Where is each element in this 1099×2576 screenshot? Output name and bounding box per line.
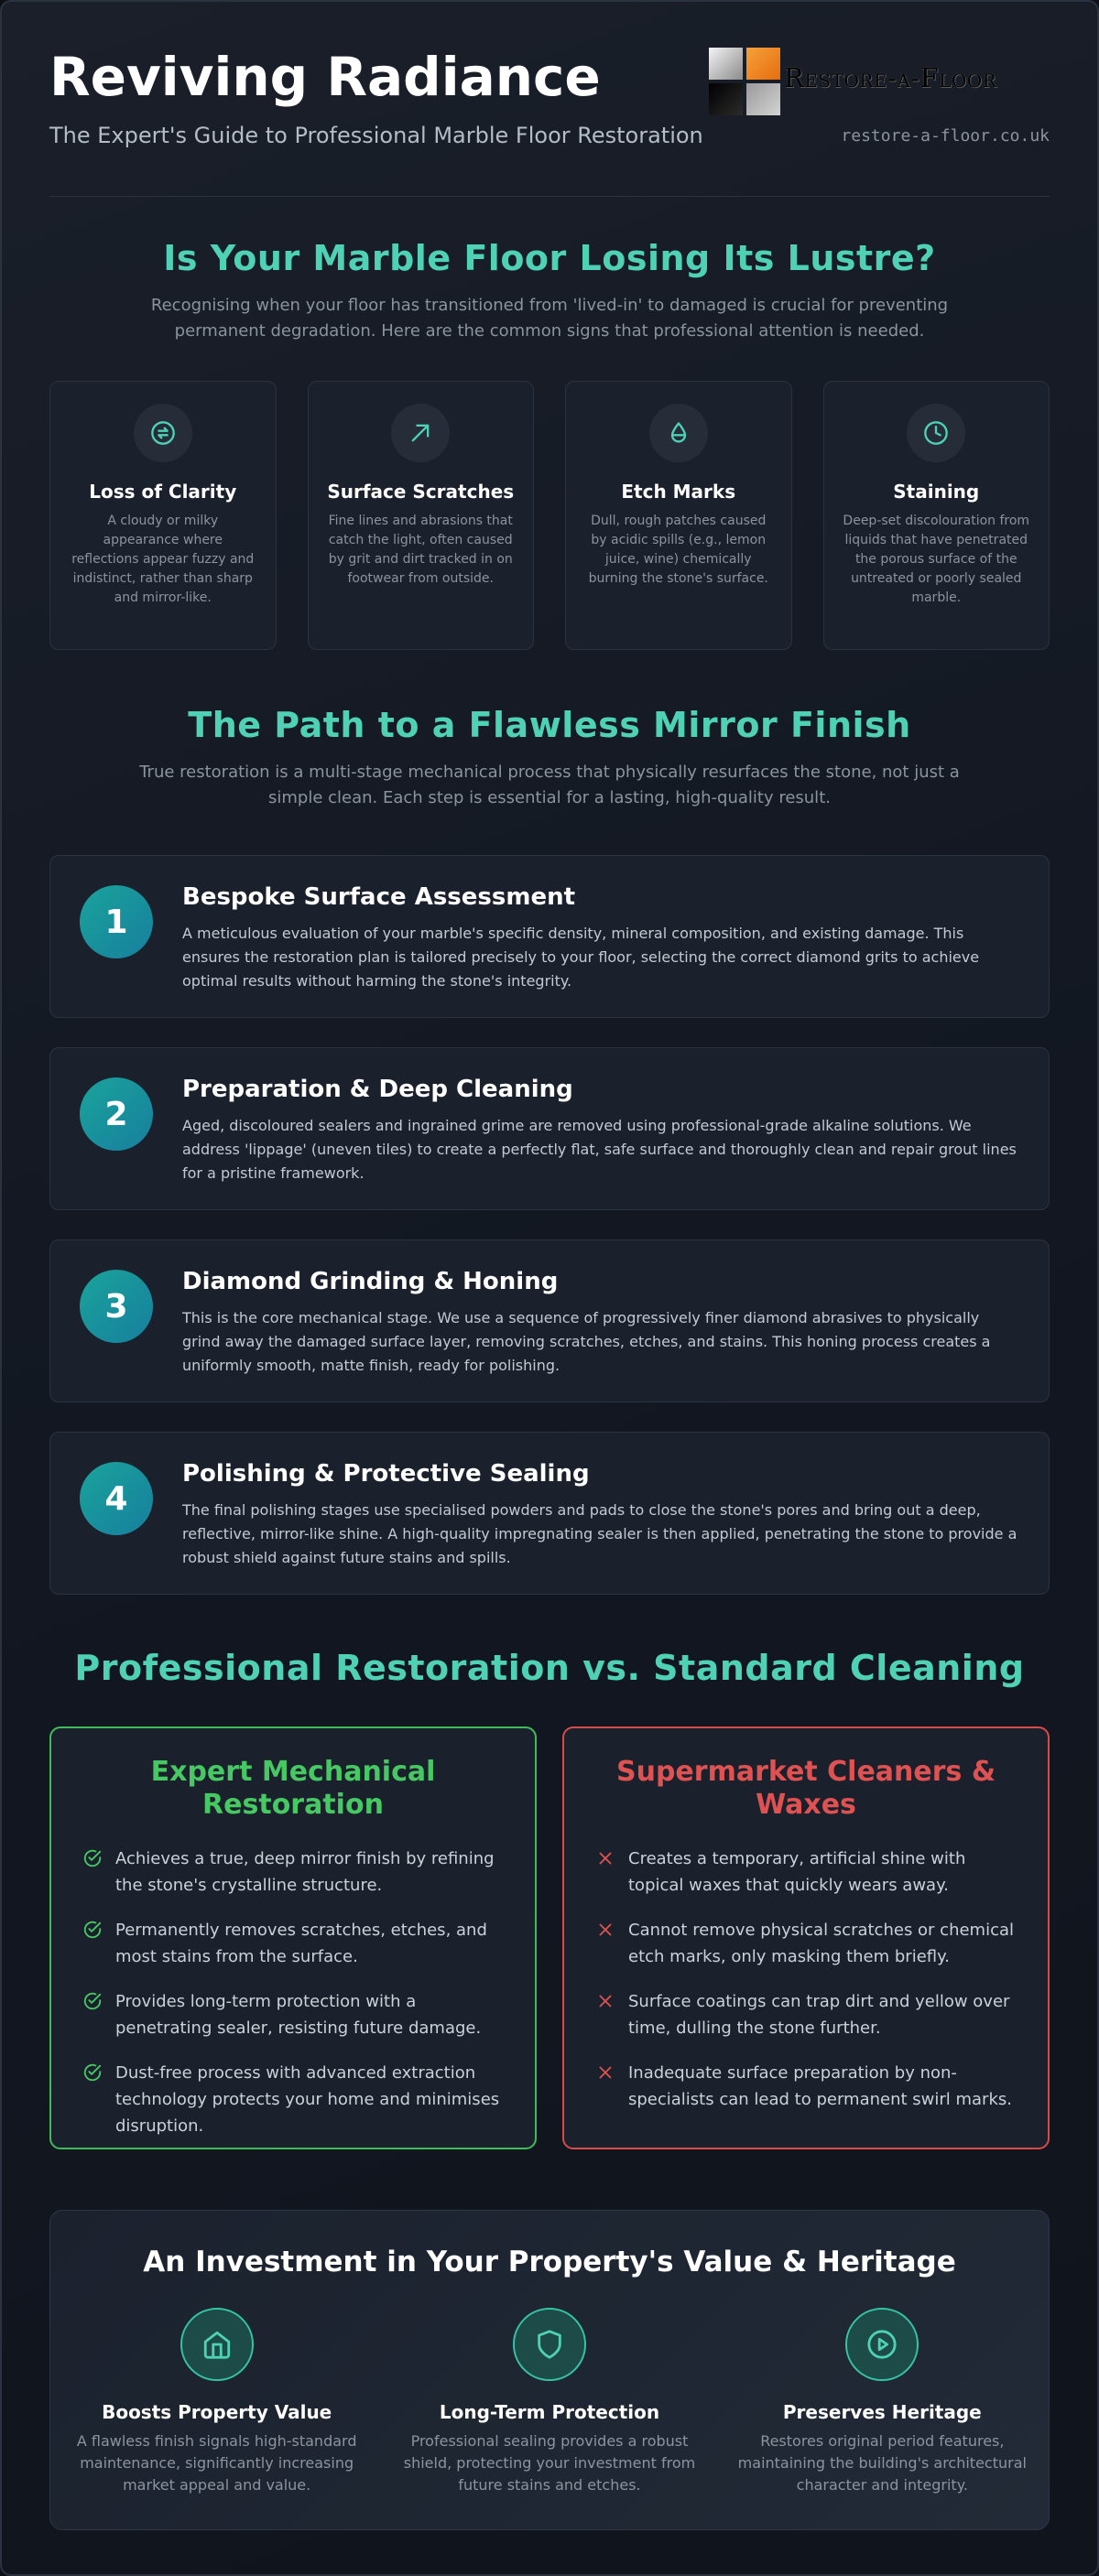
sign-title: Etch Marks bbox=[621, 481, 736, 503]
droplet-icon bbox=[649, 404, 708, 462]
investment-title: An Investment in Your Property's Value & Heritage bbox=[143, 2246, 956, 2278]
process-step bbox=[49, 1239, 1050, 1402]
list-item-text: Creates a temporary, artificial shine with topical waxes that quickly wears away. bbox=[628, 1849, 966, 1895]
section-intro: Recognising when your floor has transitioned from 'lived-in' to damaged is crucial for preventing permanent degradation. Here are the common signs that professional attention is needed. bbox=[150, 296, 949, 341]
list-item-text: Inadequate surface preparation by non-specialists can lead to permanent swirl marks. bbox=[628, 2063, 1012, 2109]
sign-title: Loss of Clarity bbox=[89, 481, 237, 503]
list-item-text: Provides long-term protection with a penetrating sealer, resisting future damage. bbox=[115, 1992, 482, 2038]
pro-column-title: Expert Mechanical Restoration bbox=[150, 1756, 436, 1821]
process-step bbox=[49, 1047, 1050, 1210]
x-icon bbox=[595, 1920, 615, 1940]
investment-panel bbox=[49, 2210, 1050, 2530]
investment-items bbox=[50, 2308, 1049, 2496]
con-column-title: Supermarket Cleaners & Waxes bbox=[615, 1756, 996, 1821]
list-item-text: Cannot remove physical scratches or chemical etch marks, only masking them briefly. bbox=[628, 1921, 1015, 1966]
step-desc: Aged, discoloured sealers and ingrained grime are removed using professional-grade alkaline solutions. We address 'lippage' (uneven tiles) to create a perfectly flat, safe surface and thoroughly clean and repair grout lines for a pristine framework. bbox=[182, 1117, 1017, 1182]
step-title: Diamond Grinding & Honing bbox=[182, 1268, 559, 1295]
comparison-columns bbox=[49, 1726, 1050, 2149]
x-icon bbox=[595, 1991, 615, 2011]
sign-card bbox=[565, 381, 792, 650]
list-item bbox=[79, 2060, 507, 2139]
list-item bbox=[592, 1988, 1020, 2041]
check-circle-icon bbox=[82, 2062, 103, 2083]
sign-card bbox=[49, 381, 277, 650]
list-item bbox=[592, 2060, 1020, 2113]
con-list bbox=[592, 1845, 1020, 2113]
step-title: Preparation & Deep Cleaning bbox=[182, 1076, 573, 1103]
sign-desc: Fine lines and abrasions that catch the light, often caused by grit and dirt tracked in on footwear from outside. bbox=[328, 514, 513, 586]
logo-tiles-icon bbox=[709, 48, 780, 115]
sign-desc: Dull, rough patches caused by acidic spills (e.g., lemon juice, wine) chemically burning the stone's surface. bbox=[588, 514, 768, 586]
benefit-title: Preserves Heritage bbox=[782, 2401, 982, 2423]
page-title: Reviving Radiance bbox=[49, 46, 601, 108]
comparison-header bbox=[49, 1648, 1050, 1688]
benefit-item bbox=[50, 2308, 383, 2496]
benefit-desc: Restores original period features, maintaining the building's architectural character and integrity. bbox=[737, 2432, 1027, 2494]
con-column bbox=[562, 1726, 1050, 2149]
logo-wordmark: Restore-a-Floor bbox=[784, 62, 997, 93]
list-item bbox=[592, 1917, 1020, 1970]
home-icon bbox=[180, 2308, 254, 2381]
list-item-text: Surface coatings can trap dirt and yellow over time, dulling the stone further. bbox=[628, 1992, 1010, 2038]
step-title: Bespoke Surface Assessment bbox=[182, 883, 576, 911]
list-item bbox=[79, 1917, 507, 1970]
header-divider bbox=[49, 196, 1050, 197]
step-number-badge: 2 bbox=[80, 1077, 153, 1151]
benefit-title: Boosts Property Value bbox=[102, 2401, 332, 2423]
arrow-up-right-icon bbox=[391, 404, 450, 462]
check-circle-icon bbox=[82, 1991, 103, 2011]
steps-section-header bbox=[49, 705, 1050, 811]
process-step bbox=[49, 855, 1050, 1018]
sign-desc: A cloudy or milky appearance where reflections appear fuzzy and indistinct, rather than sharp and mirror-like. bbox=[71, 514, 255, 605]
step-desc: This is the core mechanical stage. We use a sequence of progressively finer diamond abrasives to physically grind away the damaged surface layer, removing scratches, etches, and stains. This honing process creates a uniformly smooth, matte finish, ready for polishing. bbox=[182, 1309, 991, 1374]
benefit-desc: A flawless finish signals high-standard maintenance, significantly increasing market appeal and value. bbox=[76, 2432, 357, 2494]
x-icon bbox=[595, 1848, 615, 1868]
site-url[interactable]: restore-a-floor.co.uk bbox=[841, 126, 1050, 146]
clock-icon bbox=[907, 404, 965, 462]
benefit-title: Long-Term Protection bbox=[439, 2401, 660, 2423]
sign-title: Surface Scratches bbox=[327, 481, 515, 503]
benefit-item bbox=[716, 2308, 1049, 2496]
list-item bbox=[79, 1845, 507, 1899]
play-circle-icon bbox=[845, 2308, 919, 2381]
step-desc: A meticulous evaluation of your marble's specific density, mineral composition, and existing damage. This ensures the restoration plan is tailored precisely to your floor, selecting the correct diamond grits to achieve optimal results without harming the stone's integrity. bbox=[182, 925, 980, 990]
step-number-badge: 1 bbox=[80, 885, 153, 958]
step-title: Polishing & Protective Sealing bbox=[182, 1460, 590, 1488]
benefit-item bbox=[383, 2308, 715, 2496]
sign-card bbox=[823, 381, 1050, 650]
check-circle-icon bbox=[82, 1920, 103, 1940]
step-desc: The final polishing stages use specialised powders and pads to close the stone's pores and bring out a deep, reflective, mirror-like shine. A high-quality impregnating sealer is then applied, penetrating the stone to provide a robust shield against future stains and spills. bbox=[182, 1501, 1017, 1566]
list-item bbox=[79, 1988, 507, 2041]
list-item-text: Achieves a true, deep mirror finish by refining the stone's crystalline structure. bbox=[115, 1849, 495, 1895]
shield-icon bbox=[513, 2308, 586, 2381]
page-subtitle: The Expert's Guide to Professional Marble Floor Restoration bbox=[49, 123, 703, 148]
section-title: The Path to a Flawless Mirror Finish bbox=[188, 705, 911, 745]
pro-column bbox=[49, 1726, 537, 2149]
list-item-text: Permanently removes scratches, etches, and most stains from the surface. bbox=[115, 1921, 487, 1966]
signs-section-header bbox=[49, 238, 1050, 344]
section-intro: True restoration is a multi-stage mechanical process that physically resurfaces the stone, not just a simple clean. Each step is essential for a lasting, high-quality result. bbox=[139, 763, 960, 807]
sign-title: Staining bbox=[893, 481, 980, 503]
benefit-desc: Professional sealing provides a robust shield, protecting your investment from future stains and etches. bbox=[403, 2432, 696, 2494]
section-title: Is Your Marble Floor Losing Its Lustre? bbox=[163, 238, 936, 278]
x-icon bbox=[595, 2062, 615, 2083]
header bbox=[49, 42, 1050, 152]
check-circle-icon bbox=[82, 1848, 103, 1868]
swap-icon bbox=[134, 404, 192, 462]
signs-grid bbox=[49, 381, 1050, 650]
brand-logo[interactable] bbox=[709, 48, 1050, 115]
section-title: Professional Restoration vs. Standard Cleaning bbox=[74, 1648, 1025, 1688]
sign-card bbox=[308, 381, 535, 650]
step-number-badge: 4 bbox=[80, 1462, 153, 1535]
list-item bbox=[592, 1845, 1020, 1899]
pro-list bbox=[79, 1845, 507, 2139]
sign-desc: Deep-set discolouration from liquids that have penetrated the porous surface of the untreated or poorly sealed marble. bbox=[843, 514, 1030, 605]
step-number-badge: 3 bbox=[80, 1270, 153, 1343]
list-item-text: Dust-free process with advanced extraction technology protects your home and minimises disruption. bbox=[115, 2063, 500, 2136]
process-step bbox=[49, 1432, 1050, 1595]
